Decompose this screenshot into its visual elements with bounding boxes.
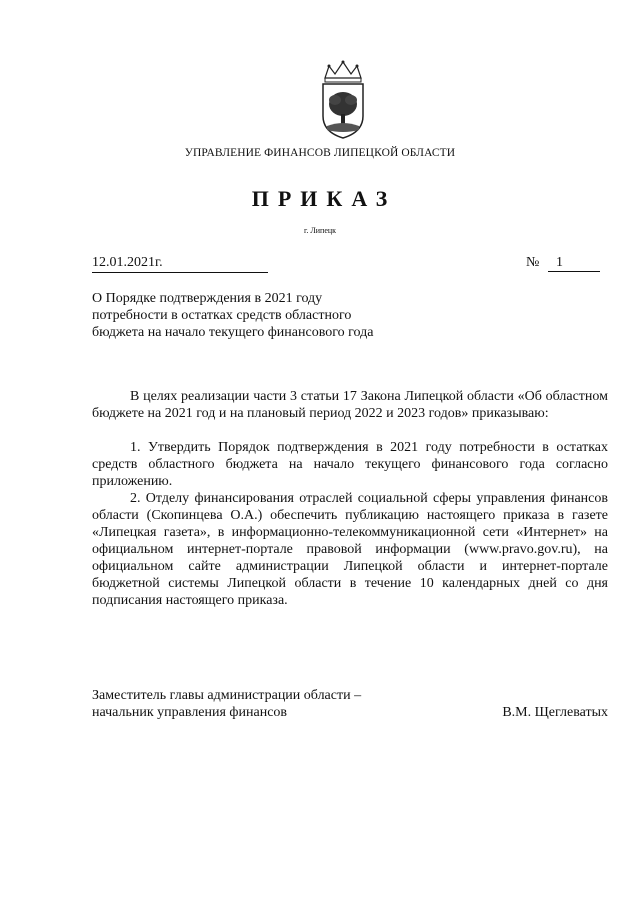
- signer-name: В.М. Щеглеватых: [502, 705, 608, 720]
- city: г. Липецк: [303, 226, 337, 235]
- document-date: 12.01.2021г.: [92, 254, 268, 273]
- document-body: [92, 388, 608, 609]
- item-2-paragraph: 2. Отделу финансирования отраслей социальной сферы управления финансов области (Скопинцева О.А.) обеспечить публикацию настоящего приказа в газете «Липецкая газета», в информационно-телекоммуникационной сети «Интернет» на официальном интернет-портале правовой информации (www.pravo.gov.ru), на официальном сайте администрации Липецкой области и интернет-портале бюджетной системы Липецкой области в течение 10 календарных дней со дня подписания настоящего приказа.: [92, 491, 608, 608]
- document-number: 1: [548, 254, 600, 272]
- coat-of-arms-icon: [313, 60, 373, 140]
- preamble-paragraph: В целях реализации части 3 статьи 17 Закона Липецкой области «Об областном бюджете на 2021 год и на плановый период 2022 и 2023 годов» приказываю:: [92, 389, 608, 421]
- signer-title-line-1: Заместитель главы администрации области –: [92, 688, 362, 703]
- signer-title-line-2: начальник управления финансов: [92, 705, 288, 720]
- document-title: ПРИКАЗ: [251, 186, 397, 211]
- number-label: №: [526, 255, 540, 270]
- organization-name: УПРАВЛЕНИЕ ФИНАНСОВ ЛИПЕЦКОЙ ОБЛАСТИ: [184, 147, 456, 159]
- item-1-paragraph: 1. Утвердить Порядок подтверждения в 2021 году потребности в остатках средств областного бюджета на начало текущего финансового года согласно приложению.: [92, 440, 608, 489]
- signature-block: [92, 687, 608, 721]
- document-subject: О Порядке подтверждения в 2021 году потребности в остатках средств областного бюджета на начало текущего финансового года: [92, 291, 374, 340]
